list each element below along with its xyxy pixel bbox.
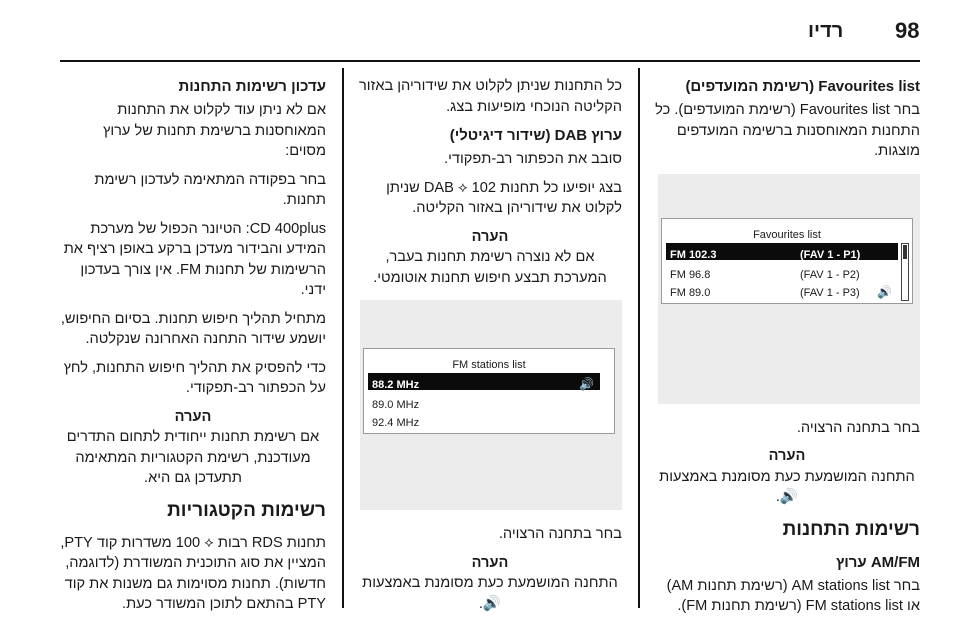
section-heading: רשימות התחנות [782,518,920,540]
select-station-text: בחר בתחנה הרצויה. [498,526,622,542]
note-text: אם רשימת תחנות ייחודית לתחום התדרים מעודכנת, רשימת הקטגוריות המתאימה תתעדכן גם היא. [66,429,320,486]
update-command-text: בחר בפקודה המתאימה לעדכון רשימת תחנות. [94,171,326,208]
note-title: הערה [471,228,509,245]
page-header [0,18,960,58]
list-item[interactable]: 88.2 MHz 🔊 [368,373,600,390]
list-item[interactable]: 92.4 MHz [372,417,420,429]
list-item[interactable]: 89.0 MHz [372,399,420,411]
middle-column [358,76,622,622]
stations-intro: כל התחנות שניתן לקלוט את שידוריהן באזור הקליטה הנוכחי מופיעות בצג. [359,78,622,115]
fm-screen-figure [360,300,622,510]
note-block [654,446,920,508]
favourites-screen [661,218,913,304]
left-column [60,76,326,623]
note-text: אם לא נוצרה רשימת תחנות בעבר, המערכת תבצע חיפוש תחנות אוטומטי. [373,249,607,286]
dab-display-text: בצג יופיעו כל תחנות DAB ⟡ 102 שניתן לקלוט את שידוריהן באזור הקליטה. [386,179,622,216]
note-block [358,227,622,289]
search-start-text: מתחיל תהליך חיפוש תחנות. בסיום החיפוש, יושמע שידור התחנה האחרונה שנקלטה. [60,310,326,347]
fm-screen-title: FM stations list [452,359,526,371]
speaker-icon: 🔊 [877,284,892,299]
category-lists-text: תחנות RDS רבות ⟡ 100 משדרות קוד PTY, המציין את סוג התוכנית המשודרת (לדוגמה, חדשות). תחנות מסוימות גם משנות את קוד PTY בהתאם לתוכן המשודר כעת. [60,534,326,612]
favourites-intro: בחר Favourites list (רשימת המועדפים). כל התחנות המאוחסנות ברשימה המועדפים מוצגות. [655,102,920,159]
header-rule [60,60,920,62]
note-title: הערה [174,408,212,425]
list-item[interactable]: FM 89.0 (FAV 1 - P3) 🔊 [666,281,898,298]
favourites-heading: Favourites list (רשימת המועדפים) [685,78,920,95]
fm-screen [363,348,615,434]
note-text: התחנה המושמעת כעת מסומנת באמצעות 🔊. [362,575,618,612]
note-block [60,407,326,489]
list-item[interactable]: FM 102.3 (FAV 1 - P1) [666,243,898,260]
running-title: רדיו [808,20,844,42]
favourites-screen-figure [658,174,920,404]
right-column [654,76,920,625]
am-fm-text: בחר AM stations list (רשימת תחנות AM) או FM stations list (רשימת תחנות FM). [666,577,920,614]
favourites-screen-title: Favourites list [753,228,821,241]
note-text: התחנה המושמעת כעת מסומנת באמצעות 🔊. [659,468,915,505]
dab-turn-knob: סובב את הכפתור רב-תפקודי. [444,151,622,167]
column-divider-right [638,68,640,608]
search-stop-text: כדי להפסיק את תהליך חיפוש התחנות, לחץ על הכפתור רב-תפקודי. [63,359,326,396]
select-station-text: בחר בתחנה הרצויה. [796,419,920,436]
list-item[interactable]: FM 96.8 (FAV 1 - P2) [670,268,860,281]
am-fm-heading: AM/FM ערוץ [835,553,920,571]
scrollbar[interactable] [901,243,909,301]
update-lists-intro: אם לא ניתן עוד לקלוט את התחנות המאוחסנות ברשימת תחנות של ערוץ מסוים: [102,102,326,159]
column-divider-left [342,68,344,608]
speaker-icon: 🔊 [579,377,594,391]
update-lists-heading: עדכון רשימות התחנות [178,78,326,95]
category-lists-heading: רשימות הקטגוריות [167,499,326,521]
scrollbar-thumb[interactable] [903,245,907,259]
note-title: הערה [471,554,509,571]
dab-heading: ערוץ DAB (שידור דיגיטלי) [449,127,622,144]
page-number: 98 [895,18,920,43]
note-title: הערה [768,448,806,464]
note-block [358,553,622,615]
cd400plus-text: CD 400plus: הטיונר הכפול של מערכת המידע והבידור מעדכן ברקע באופן רציף את הרשימות של תחנות FM. אין צורך בעדכון ידני. [63,220,326,298]
